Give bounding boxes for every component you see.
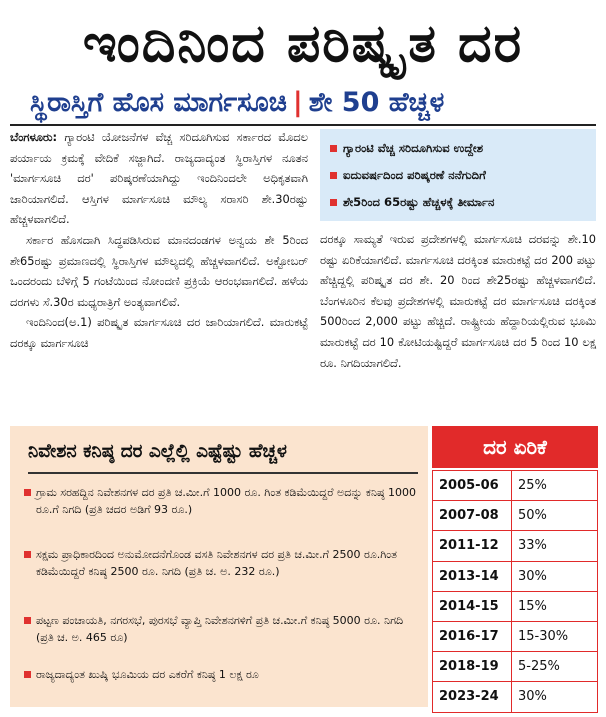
rate-percent: 15-30% [512, 621, 598, 651]
article-paragraph-1 [10, 127, 308, 230]
min-rate-item-text: ಪಟ್ಟಣ ಪಂಚಾಯತಿ, ನಗರಸಭೆ, ಪುರಸಭೆ ವ್ಯಾಪ್ತಿ ನಿವೇಶನಗಳಿಗೆ ಪ್ರತಿ ಚ.ಮೀ.ಗೆ ಕನಿಷ್ಠ 5000 ರೂ. ನಿಗದಿ (ಪ್ರತಿ ಚ. ಅ. 465 ರೂ) [36, 614, 404, 644]
rate-percent: 5-25% [512, 652, 598, 682]
header-divider [10, 124, 596, 126]
rate-year: 2023-24 [433, 682, 512, 712]
red-square-bullet-icon [330, 199, 337, 206]
rate-hike-box [432, 426, 598, 707]
highlight-text: ಐದುವರ್ಷದಿಂದ ಪರಿಷ್ಕರಣೆ ನನೆಗುದಿಗೆ [343, 168, 486, 182]
highlight-text: ಶೇ5ರಿಂದ 65ರಷ್ಟು ಹೆಚ್ಚಳಕ್ಕೆ ತೀರ್ಮಾನ [343, 195, 495, 209]
min-rate-item [36, 612, 422, 646]
min-rate-item [36, 546, 422, 580]
subheadline [30, 84, 590, 122]
rate-percent: 33% [512, 531, 598, 561]
min-rate-item-text: ಗ್ರಾಮ ಸರಹದ್ದಿನ ನಿವೇಶನಗಳ ದರ ಪ್ರತಿ ಚ.ಮೀ.ಗೆ 1000 ರೂ. ಗಿಂತ ಕಡಿಮೆಯಿದ್ದರೆ ಅದನ್ನು ಕನಿಷ್ಠ 1000 ರೂ.ಗೆ ನಿಗದಿ (ಪ್ರತಿ ಚದರ ಅಡಿಗೆ 93 ರೂ.) [36, 486, 416, 516]
dateline: ಬೆಂಗಳೂರು: [10, 130, 58, 144]
rate-year: 2007-08 [433, 501, 512, 531]
subheadline-right: ಶೇ 50 ಹೆಚ್ಚಳ [308, 87, 445, 118]
article-column-left [10, 127, 308, 354]
min-rate-box-title: ನಿವೇಶನ ಕನಿಷ್ಠ ದರ ಎಲ್ಲೆಲ್ಲಿ ಎಷ್ಟೆಷ್ಟು ಹೆಚ್ಚಳ [28, 441, 287, 462]
rate-percent: 15% [512, 591, 598, 621]
article-column-right [320, 229, 596, 373]
table-row [433, 531, 598, 561]
rate-percent: 30% [512, 561, 598, 591]
rate-hike-title: ದರ ಏರಿಕೆ [432, 426, 598, 468]
min-rate-item [36, 484, 422, 518]
red-square-bullet-icon [24, 671, 31, 678]
article-paragraph-4: ದರಕ್ಕೂ ಸಾಮ್ಯತೆ ಇರುವ ಪ್ರದೇಶಗಳಲ್ಲಿ ಮಾರ್ಗಸೂಚಿ ದರವನ್ನು ಶೇ.10 ರಷ್ಟು ಏರಿಕೆಯಾಗಲಿದೆ. ಮಾರ್ಗಸೂಚಿ ದರಕ್ಕಿಂತ ಮಾರುಕಟ್ಟೆ ದರ 200 ಪಟ್ಟು ಹೆಚ್ಚಿದ್ದಲ್ಲಿ ಪರಿಷ್ಕೃತ ದರ ಶೇ. 20 ರಿಂದ ಶೇ25ರಷ್ಟು ಹೆಚ್ಚಳವಾಗಲಿದೆ. ಬೆಂಗಳೂರಿನ ಕೆಲವು ಪ್ರದೇಶಗಳಲ್ಲಿ ಮಾರುಕಟ್ಟೆ ದರ ಮಾರ್ಗಸೂಚಿ ದರಕ್ಕಿಂತ 500ರಿಂದ 2,000 ಪಟ್ಟು ಹೆಚ್ಚಿದೆ. ರಾಷ್ಟ್ರೀಯ ಹೆದ್ದಾರಿಯಲ್ಲಿರುವ ಭೂಮಿ ಮಾರುಕಟ್ಟೆ ದರ 10 ಕೋಟಿಯಷ್ಟಿದ್ದರೆ ಮಾರ್ಗಸೂಚಿ ದರ 5 ರಿಂದ 10 ಲಕ್ಷ ರೂ. ನಿಗದಿಯಾಗಲಿದೆ. [320, 232, 596, 370]
rate-percent: 50% [512, 501, 598, 531]
subheadline-separator: | [292, 87, 303, 118]
table-row [433, 501, 598, 531]
table-row [433, 682, 598, 712]
red-square-bullet-icon [24, 551, 31, 558]
min-rate-item [36, 666, 422, 683]
red-square-bullet-icon [24, 617, 31, 624]
rate-year: 2011-12 [433, 531, 512, 561]
article-paragraph-3: ಇಂದಿನಿಂದ(ಅ.1) ಪರಿಷ್ಕೃತ ಮಾರ್ಗಸೂಚಿ ದರ ಜಾರಿಯಾಗಲಿದೆ. ಮಾರುಕಟ್ಟೆ ದರಕ್ಕೂ ಮಾರ್ಗಸೂಚಿ [10, 315, 308, 350]
article-paragraph-2: ಸರ್ಕಾರ ಹೊಸದಾಗಿ ಸಿದ್ಧಪಡಿಸಿರುವ ಮಾನದಂಡಗಳ ಅನ್ವಯ ಶೇ 5ರಿಂದ ಶೇ65ರಷ್ಟು ಪ್ರಮಾಣದಲ್ಲಿ ಸ್ಥಿರಾಸ್ತಿಗಳ ಮೌಲ್ಯದಲ್ಲಿ ಹೆಚ್ಚಳವಾಗಲಿದೆ. ಅಕ್ಟೋಬರ್ ಒಂದರಂದು ಬೆಳಿಗ್ಗೆ 5 ಗಂಟೆಯಿಂದ ನೋಂದಣಿ ಪ್ರಕ್ರಿಯೆ ಆರಂಭವಾಗಲಿದೆ. ಹಳೆಯ ದರಗಳು ಸೆ.30ರ ಮಧ್ಯರಾತ್ರಿಗೆ ಅಂತ್ಯವಾಗಲಿವೆ. [10, 232, 308, 309]
red-square-bullet-icon [24, 489, 31, 496]
red-square-bullet-icon [330, 172, 337, 179]
min-rate-box-divider [28, 472, 418, 474]
table-row [433, 621, 598, 651]
highlight-item [330, 162, 588, 189]
article-paragraph-1-text: ಗ್ಯಾರಂಟಿ ಯೋಜನೆಗಳ ವೆಚ್ಚ ಸರಿದೂಗಿಸುವ ಸರ್ಕಾರದ ಮೊದಲ ಪರ್ಯಾಯ ಕ್ರಮಕ್ಕೆ ವೇದಿಕೆ ಸಜ್ಜಾಗಿದೆ. ರಾಜ್ಯದಾದ್ಯಂತ ಸ್ಥಿರಾಸ್ತಿಗಳ ನೂತನ 'ಮಾರ್ಗಸೂಚಿ ದರ' ಪರಿಷ್ಕರಣೆಯಾಗಿದ್ದು ಇಂದಿನಿಂದಲೇ ಅಧಿಕೃತವಾಗಿ ಜಾರಿಯಾಗಲಿದೆ. ಆಸ್ತಿಗಳ ಮಾರ್ಗಸೂಚಿ ಮೌಲ್ಯ ಸರಾಸರಿ ಶೇ.30ರಷ್ಟು ಹೆಚ್ಚಳವಾಗಲಿದೆ. [10, 130, 308, 227]
rate-year: 2005-06 [433, 471, 512, 501]
table-row [433, 652, 598, 682]
highlight-text: ಗ್ಯಾರಂಟಿ ವೆಚ್ಚ ಸರಿದೂಗಿಸುವ ಉದ್ದೇಶ [343, 141, 484, 155]
table-row [433, 471, 598, 501]
highlights-box [320, 129, 596, 221]
min-rate-box [10, 426, 428, 707]
min-rate-item-text: ಸಕ್ಷಮ ಪ್ರಾಧಿಕಾರದಿಂದ ಅನುಮೋದನೆಗೊಂಡ ವಸತಿ ನಿವೇಶನಗಳ ದರ ಪ್ರತಿ ಚ.ಮೀ.ಗೆ 2500 ರೂ.ಗಿಂತ ಕಡಿಮೆಯಿದ್ದರೆ ಕನಿಷ್ಠ 2500 ರೂ. ನಿಗದಿ (ಪ್ರತಿ ಚ. ಅ. 232 ರೂ.) [36, 548, 397, 578]
highlight-item [330, 189, 588, 216]
rate-year: 2013-14 [433, 561, 512, 591]
rate-hike-table [432, 470, 598, 713]
headline: ಇಂದಿನಿಂದ ಪರಿಷ್ಕೃತ ದರ [82, 14, 524, 74]
subheadline-left: ಸ್ಥಿರಾಸ್ತಿಗೆ ಹೊಸ ಮಾರ್ಗಸೂಚಿ [30, 87, 287, 118]
min-rate-item-text: ರಾಜ್ಯದಾದ್ಯಂತ ಖುಷ್ಕಿ ಭೂಮಿಯ ದರ ಎಕರೆಗೆ ಕನಿಷ್ಠ 1 ಲಕ್ಷ ರೂ [36, 668, 259, 681]
rate-percent: 30% [512, 682, 598, 712]
rate-year: 2016-17 [433, 621, 512, 651]
table-row [433, 591, 598, 621]
rate-year: 2014-15 [433, 591, 512, 621]
table-row [433, 561, 598, 591]
red-square-bullet-icon [330, 145, 337, 152]
rate-percent: 25% [512, 471, 598, 501]
highlight-item [330, 135, 588, 162]
rate-year: 2018-19 [433, 652, 512, 682]
